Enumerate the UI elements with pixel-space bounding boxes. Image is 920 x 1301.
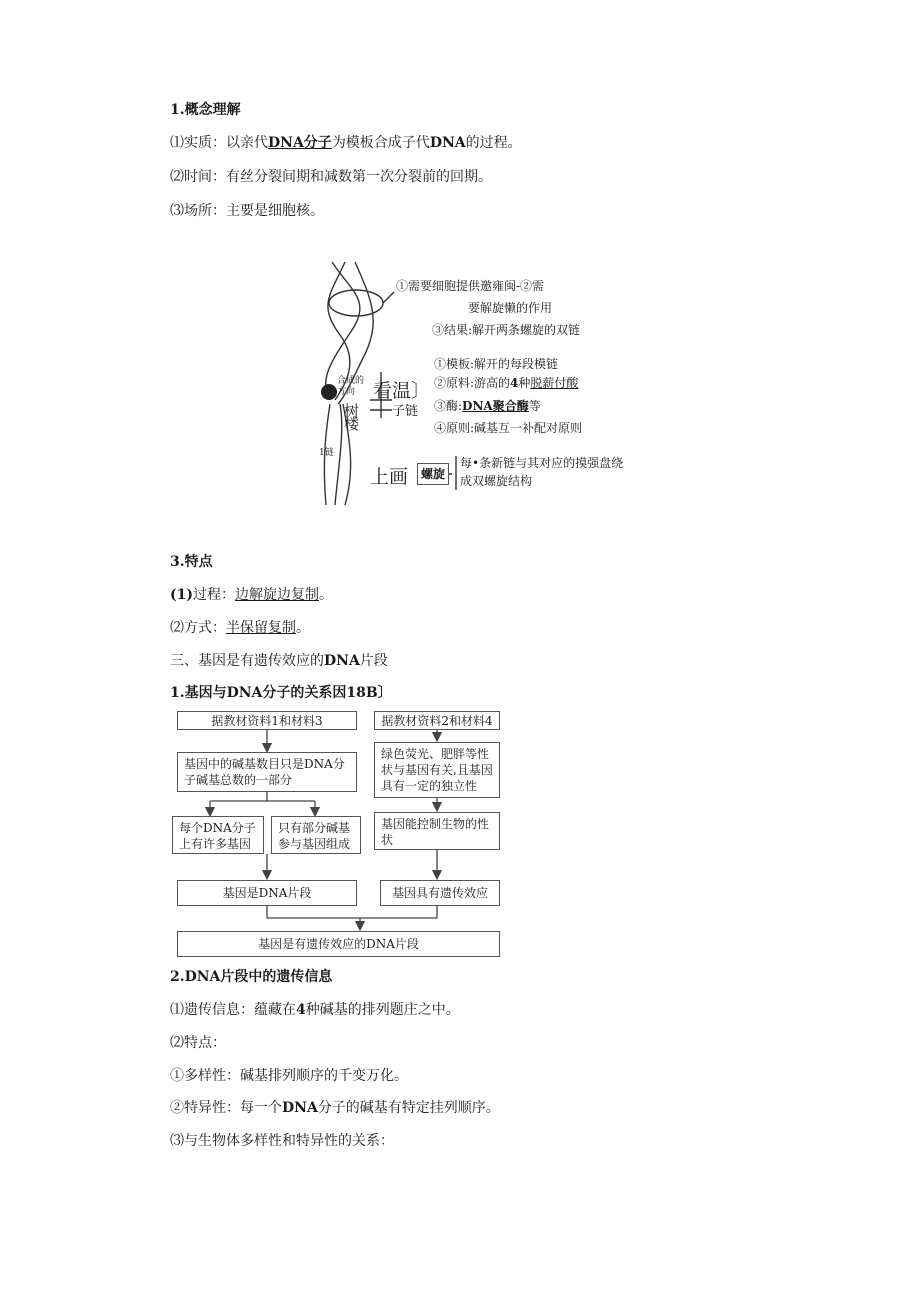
essence-end: 的过程。 [465, 135, 522, 151]
label-direction-a: 合成的 [337, 376, 365, 386]
label-lou: 楼 [344, 415, 360, 433]
essence-middle: 为模板合成子代 [331, 135, 430, 151]
heading-end: 片段 [359, 653, 388, 669]
material-prefix: ②原料:游高的 [434, 376, 511, 390]
diversity-line: ①多样性：碱基排列顺序的千变万化。 [170, 1068, 408, 1084]
flow-right-traits: 绿色荧光、肥胖等性状与基因有关,且基因具有一定的独立性 [374, 742, 500, 798]
label-helix-box: 螺旋 [417, 463, 449, 485]
rewind-line-a: 每•条新链与其对应的摸强盘绕 [460, 456, 624, 470]
mode-end: 。 [296, 620, 310, 636]
label-direction-b: 方向 [337, 387, 356, 397]
mode-term: 半保留复制 [226, 620, 296, 636]
process-term: 边解旋边复制 [235, 587, 319, 603]
principle-line: ④原则:碱基互一补配对原则 [434, 421, 583, 435]
flow-left-source: 据教材资料1和材料3 [177, 711, 357, 730]
flow-final-conclusion: 基因是有遗传效应的DNA片段 [177, 931, 500, 957]
section-title-genetic-info: 2.DNA片段中的遗传信息 [170, 969, 333, 985]
genetic-info-end: 种碱基的排列题庄之中。 [305, 1002, 460, 1018]
specificity-dna: DNA [282, 1100, 318, 1116]
flow-left-base-count: 基因中的碱基数目只是DNA分子碱基总数的一部分 [177, 752, 357, 792]
essence-template: DNA分子 [268, 135, 332, 151]
specificity-end: 分子的碱基有特定挂列顺序。 [317, 1100, 500, 1116]
flow-right-source: 据教材资料2和材料4 [374, 711, 500, 730]
essence-dna: DNA [429, 135, 466, 151]
enzyme-end: 等 [528, 399, 541, 413]
req-line-b: 要解旋懒的作用 [468, 301, 553, 315]
genetic-info-four: 4 [296, 1002, 306, 1018]
process-end: 。 [319, 587, 333, 603]
flow-right-control: 基因能控制生物的性状 [374, 812, 500, 850]
flow-left-many-genes: 每个DNA分子上有许多基因 [172, 816, 264, 854]
label-kanwen: 看温〕 [373, 380, 431, 402]
genetic-info-line [170, 1000, 460, 1020]
enzyme-term: DNA聚合酶 [462, 399, 529, 413]
material-term: 脱薪付酸 [530, 376, 579, 390]
heading-prefix: 三、基因是有遗传效应的 [170, 653, 324, 669]
place-line: ⑶场所：主要是细胞核。 [170, 203, 324, 219]
result-line: ③结果:解开两条螺旋的双链 [432, 323, 581, 337]
section-title-features: 3.特点 [170, 554, 213, 570]
time-line: ⑵时间：有丝分裂间期和减数第一次分裂前的回期。 [170, 169, 492, 185]
label-shanghua: 上画 [370, 466, 409, 488]
section-title-concept: 1.概念理解 [170, 102, 241, 118]
specificity-line [170, 1098, 500, 1118]
flow-left-partial-bases: 只有部分碱基参与基因组成 [271, 816, 361, 854]
mode-prefix: ⑵方式： [170, 620, 226, 636]
template-line: ①模板:解开的每段模链 [434, 357, 559, 371]
gene-dna-relation-title: 1.基因与DNA分子的关系因18B〕 [170, 685, 392, 701]
label-shu: 树 [344, 402, 360, 420]
flow-left-conclusion: 基因是DNA片段 [177, 880, 357, 906]
process-prefix: (1) [170, 587, 193, 603]
flow-right-conclusion: 基因具有遗传效应 [380, 880, 500, 906]
genetic-info-prefix: ⑴遗传信息：蕴藏在 [170, 1002, 296, 1018]
features-line: ⑵特点： [170, 1035, 226, 1051]
process-label: 过程： [193, 587, 235, 603]
specificity-prefix: ②特异性：每一个 [170, 1100, 282, 1116]
enzyme-prefix: ③酶: [434, 399, 463, 413]
req-line-a: ①需要细胞提供邀雍闽-②需 [396, 279, 545, 293]
relation-line: ⑶与生物体多样性和特异性的关系： [170, 1133, 394, 1149]
heading-dna: DNA [324, 653, 360, 669]
label-strand: 1链 [319, 448, 334, 458]
material-four: 4 [510, 376, 519, 390]
material-mid: 种 [518, 376, 531, 390]
label-daughter-strand: 子链 [392, 404, 419, 419]
essence-prefix: ⑴实质：以亲代 [170, 135, 268, 151]
rewind-line-b: 成双螺旋结构 [460, 474, 533, 488]
